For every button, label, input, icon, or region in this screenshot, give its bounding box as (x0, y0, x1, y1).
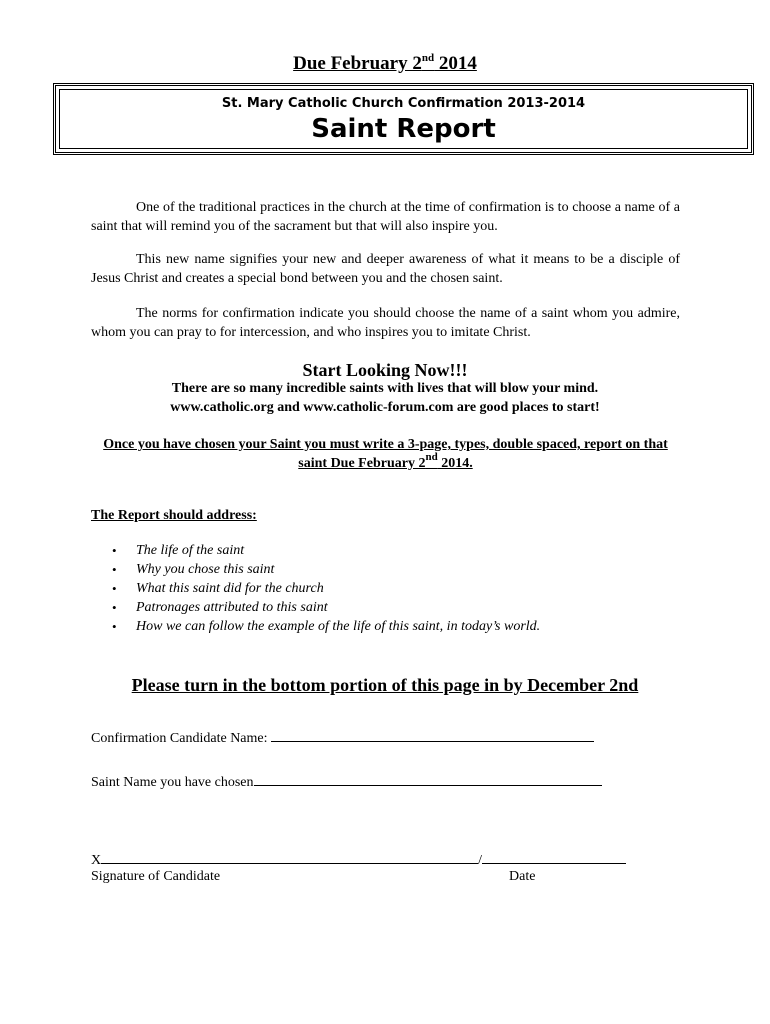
report-instructions-text: Once you have chosen your Saint you must write a 3-page, types, double spaced, report on that saint Due February 2 (103, 437, 668, 471)
page-title: Saint Report (311, 114, 496, 144)
list-item (112, 579, 540, 598)
bullet-icon: • (112, 562, 117, 577)
saint-name-label: Saint Name you have chosen (91, 775, 254, 790)
list-item (112, 598, 540, 617)
bullet-icon: • (112, 581, 117, 596)
signature-field[interactable] (101, 849, 478, 864)
saint-name-row (91, 771, 602, 791)
intro-paragraph-3: The norms for confirmation indicate you should choose the name of a saint whom you admire, whom you can pray to for intercession, and who inspires you to imitate Christ. (91, 306, 680, 340)
report-instructions-year: 2014. (437, 456, 473, 471)
signature-date-separator: / (478, 853, 483, 868)
list-item (112, 617, 540, 636)
bullet-icon: • (112, 543, 117, 558)
date-field[interactable] (482, 849, 626, 864)
due-date (0, 53, 770, 75)
turn-in-heading: Please turn in the bottom portion of this page in by December 2nd (131, 675, 639, 695)
bullet-icon: • (112, 619, 117, 634)
date-label: Date (509, 869, 536, 884)
due-date-year: 2014 (434, 53, 477, 74)
list-item-text: How we can follow the example of the life of this saint, in today’s world. (136, 619, 541, 634)
report-heading: The Report should address: (91, 508, 257, 523)
list-item-text: Patronages attributed to this saint (136, 600, 328, 615)
report-instructions-suffix: nd (425, 451, 438, 464)
title-box (53, 83, 754, 155)
incredible-saints-text: There are so many incredible saints with lives that will blow your mind. (171, 381, 599, 396)
report-instructions (91, 435, 680, 473)
due-date-text: Due February 2 (293, 53, 422, 74)
intro-paragraph-1: One of the traditional practices in the church at the time of confirmation is to choose a name of a saint that will remind you of the sacrament but that will also inspire you. (91, 200, 680, 234)
signature-mark: X (91, 853, 102, 868)
bullet-icon: • (112, 600, 117, 615)
candidate-name-field[interactable] (271, 727, 594, 742)
candidate-name-label: Confirmation Candidate Name: (91, 731, 272, 746)
start-looking-heading: Start Looking Now!!! (302, 360, 468, 380)
list-item-text: The life of the saint (136, 543, 245, 558)
intro-paragraph-2: This new name signifies your new and deeper awareness of what it means to be a disciple of Jesus Christ and creates a special bond between you and the chosen saint. (91, 252, 680, 286)
candidate-name-row (91, 727, 594, 747)
signature-row (91, 849, 626, 869)
list-item-text: Why you chose this saint (136, 562, 275, 577)
signature-label: Signature of Candidate (91, 869, 221, 884)
list-item (112, 560, 540, 579)
report-topics-list (112, 541, 540, 636)
church-subtitle: St. Mary Catholic Church Confirmation 2013-2014 (221, 96, 586, 111)
websites-text: www.catholic.org and www.catholic-forum.com are good places to start! (170, 400, 600, 415)
list-item (112, 541, 540, 560)
title-box-inner (59, 89, 748, 149)
saint-name-field[interactable] (254, 771, 602, 786)
list-item-text: What this saint did for the church (136, 581, 324, 596)
due-date-suffix: nd (421, 51, 435, 64)
